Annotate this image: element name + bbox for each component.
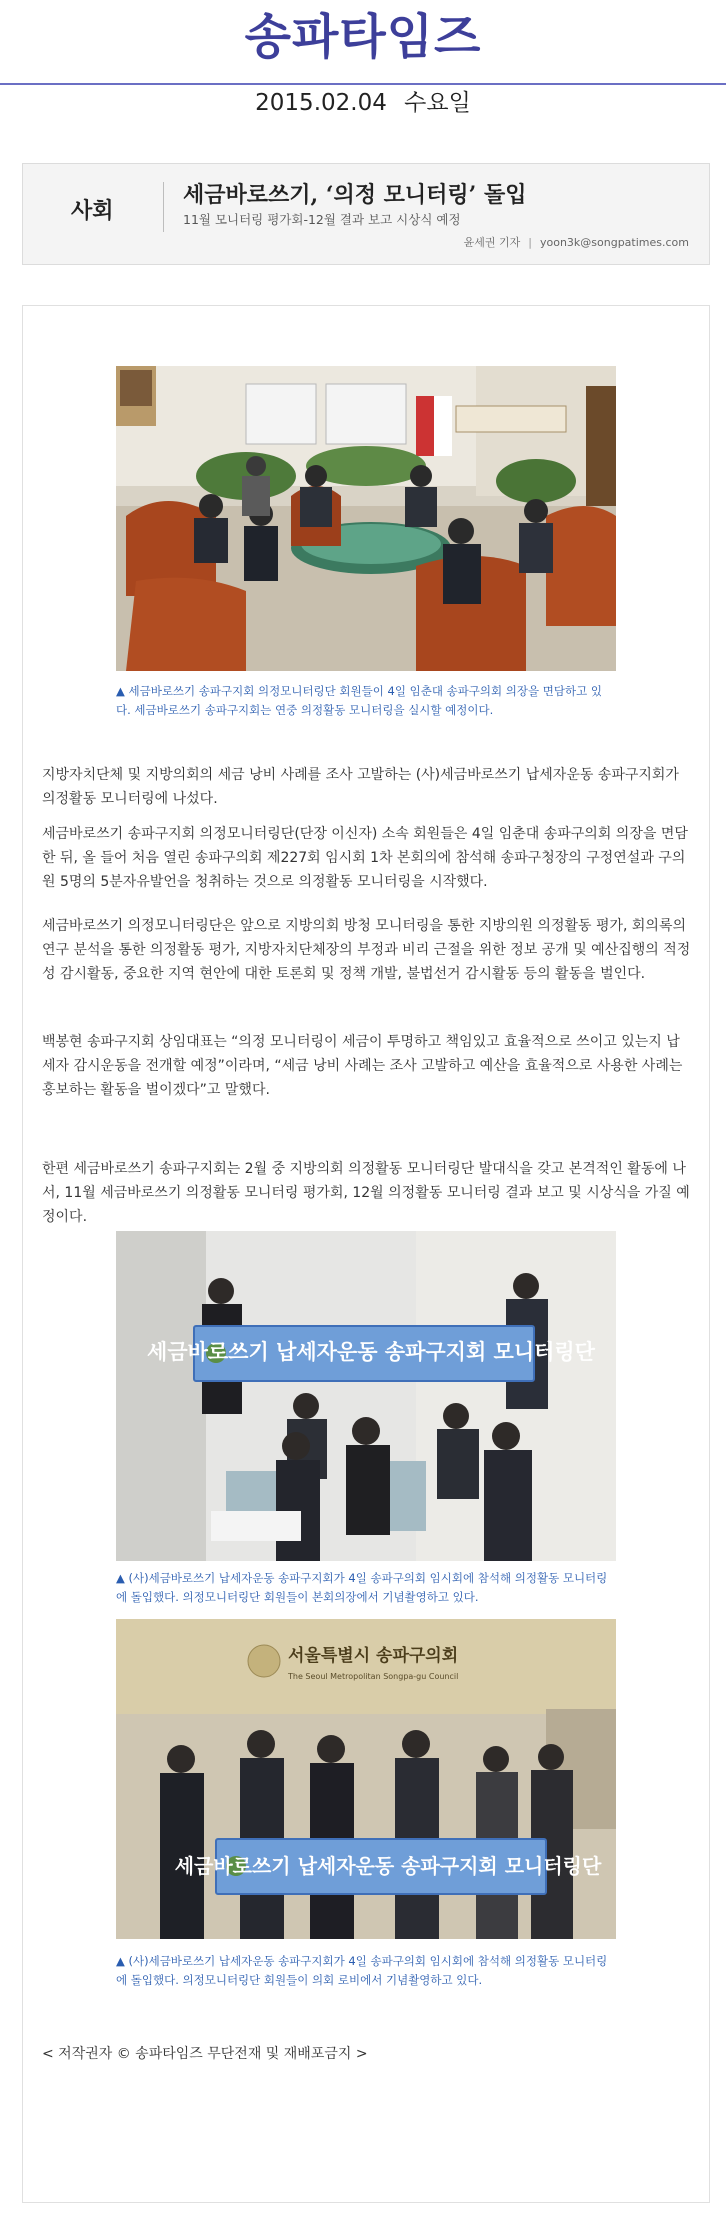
banner-text-photo-2: 세금바로쓰기 납세자운동 송파구지회 모니터링단 <box>147 1340 595 1364</box>
banner-group-photo-image <box>116 1231 616 1561</box>
body-paragraph-1: 지방자치단체 및 지방의회의 세금 낭비 사례를 조사 고발하는 (사)세금바로쓰기 납세자운동 송파구지회가 의정활동 모니터링에 나섰다. <box>42 767 679 807</box>
banner-text-photo-3: 세금바로쓰기 납세자운동 송파구지회 모니터링단 <box>174 1854 602 1878</box>
issue-weekday: 수요일 <box>404 90 471 116</box>
byline <box>464 234 689 250</box>
article-photo-2[interactable] <box>116 1231 616 1561</box>
body-paragraph-2: 세금바로쓰기 송파구지회 의정모니터링단(단장 이신자) 소속 회원들은 4일 임춘대 송파구의회 의장을 면담한 뒤, 올 들어 처음 열린 송파구의회 제227회 임시회 1차 본회의에 참석해 송파구청장의 구정연설과 구의원 5명의 5분자유발언을 청취하는 것으로 의정활동 모니터링을 시작했다. <box>42 826 688 890</box>
photo-2-caption: ▲ (사)세금바로쓰기 납세자운동 송파구지회가 4일 송파구의회 임시회에 참석해 의정활동 모니터링에 돌입했다. 의정모니터링단 회원들이 본회의장에서 기념촬영하고 있다. <box>116 1571 608 1604</box>
copyright-notice: < 저작권자 © 송파타임즈 무단전재 및 재배포금지 > <box>42 2046 368 2062</box>
council-sign-text: 서울특별시 송파구의회 <box>288 1646 459 1666</box>
meeting-photo-image <box>116 366 616 671</box>
photo-1-caption: ▲ 세금바로쓰기 송파구지회 의정모니터링단 회원들이 4일 임춘대 송파구의회 의장을 면담하고 있다. 세금바로쓰기 송파구지회는 연중 의정활동 모니터링을 실시할 예정이다. <box>116 684 602 717</box>
masthead-divider <box>0 83 726 85</box>
header-divider <box>163 182 164 232</box>
article-subtitle: 11월 모니터링 평가회-12월 결과 보고 시상식 예정 <box>183 212 461 227</box>
body-paragraph-4: 백봉현 송파구지회 상임대표는 “의정 모니터링이 세금이 투명하고 책임있고 효율적으로 쓰이고 있는지 납세자 감시운동을 전개할 예정”이라며, “세금 낭비 사례는 조사 고발하고 예산을 효율적으로 사용한 사례는 홍보하는 활동을 벌이겠다”고 말했다. <box>42 1034 683 1098</box>
section-label[interactable]: 사회 <box>71 199 114 224</box>
lobby-group-photo-image <box>116 1619 616 1939</box>
issue-date <box>0 88 726 118</box>
byline-separator: | <box>528 236 532 249</box>
article-photo-1[interactable] <box>116 366 616 671</box>
masthead <box>0 0 726 116</box>
article-photo-3[interactable] <box>116 1619 616 1939</box>
author-name: 윤세권 기자 <box>463 236 521 249</box>
body-paragraph-3: 세금바로쓰기 의정모니터링단은 앞으로 지방의회 방청 모니터링을 통한 지방의원 의정활동 평가, 회의록의 연구 분석을 통한 의정활동 평가, 지방자치단체장의 부정과 비리 근절을 위한 정보 공개 및 예산집행의 적정성 감시활동, 중요한 지역 현안에 대한 토론회 및 정책 개발, 불법선거 감시활동 등의 활동을 벌인다. <box>42 918 691 982</box>
article-title: 세금바로쓰기, ‘의정 모니터링’ 돌입 <box>183 182 527 208</box>
council-sign-subtext: The Seoul Metropolitan Songpa-gu Council <box>288 1672 459 1681</box>
article-header <box>22 163 710 265</box>
site-logo[interactable]: 송파타임즈 <box>244 9 482 65</box>
issue-date-value: 2015.02.04 <box>255 90 387 116</box>
author-email[interactable]: yoon3k@songpatimes.com <box>539 236 689 249</box>
photo-3-caption: ▲ (사)세금바로쓰기 납세자운동 송파구지회가 4일 송파구의회 임시회에 참석해 의정활동 모니터링에 돌입했다. 의정모니터링단 회원들이 의회 로비에서 기념촬영하고 있다. <box>116 1954 608 1987</box>
body-paragraph-5: 한편 세금바로쓰기 송파구지회는 2월 중 지방의회 의정활동 모니터링단 발대식을 갖고 본격적인 활동에 나서, 11월 세금바로쓰기 의정활동 모니터링 평가회, 12월 의정활동 모니터링 결과 보고 및 시상식을 가질 예정이다. <box>42 1161 690 1225</box>
